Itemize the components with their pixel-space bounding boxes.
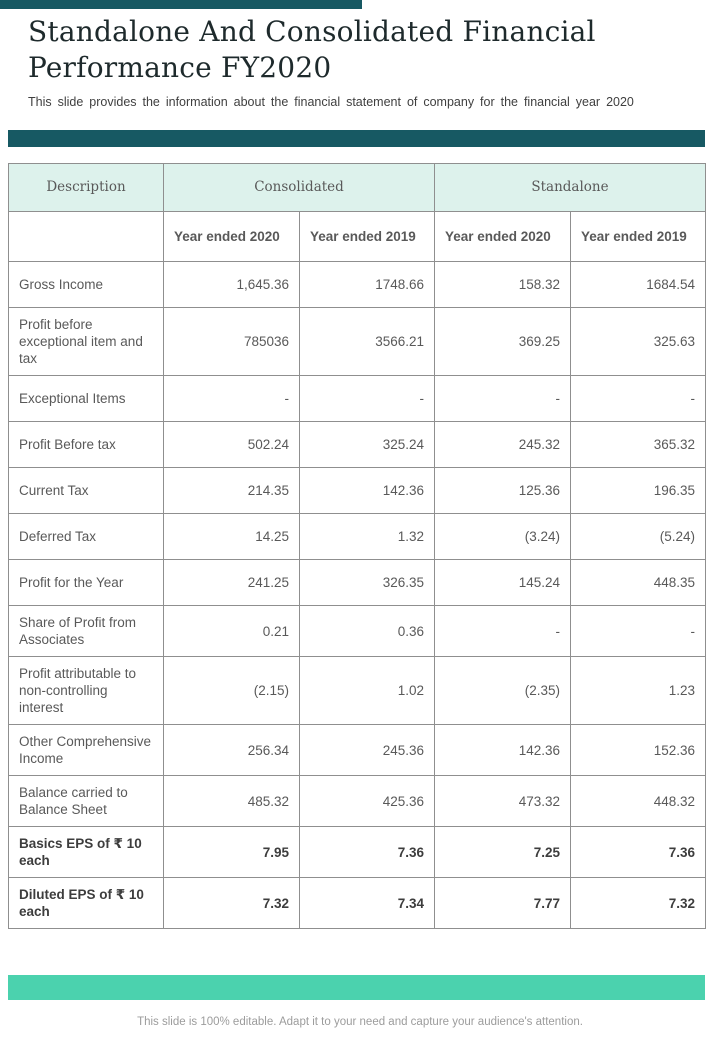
value-cell: 0.21 (164, 606, 300, 657)
table-row (9, 606, 706, 657)
sub-header-consolidated-2019: Year ended 2019 (300, 212, 435, 262)
empty-cell (9, 212, 164, 262)
table-row (9, 422, 706, 468)
row-label: Exceptional Items (9, 376, 164, 422)
row-label: Diluted EPS of ₹ 10 each (9, 878, 164, 929)
value-cell: 473.32 (435, 776, 571, 827)
value-cell: 448.35 (571, 560, 706, 606)
value-cell: 502.24 (164, 422, 300, 468)
value-cell: - (435, 376, 571, 422)
group-header-row (9, 164, 706, 212)
value-cell: 14.25 (164, 514, 300, 560)
table-row (9, 560, 706, 606)
row-label: Basics EPS of ₹ 10 each (9, 827, 164, 878)
row-label: Current Tax (9, 468, 164, 514)
value-cell: 125.36 (435, 468, 571, 514)
value-cell: 256.34 (164, 725, 300, 776)
top-accent-bar (0, 0, 362, 9)
value-cell: 1.32 (300, 514, 435, 560)
col-header-standalone: Standalone (435, 164, 706, 212)
divider-bar (8, 130, 705, 147)
row-label: Profit Before tax (9, 422, 164, 468)
value-cell: - (571, 376, 706, 422)
value-cell: 1.02 (300, 657, 435, 725)
footer-note: This slide is 100% editable. Adapt it to your need and capture your audience's attention. (137, 1016, 583, 1028)
value-cell: 369.25 (435, 308, 571, 376)
value-cell: 365.32 (571, 422, 706, 468)
value-cell: - (571, 606, 706, 657)
value-cell: 485.32 (164, 776, 300, 827)
sub-header-standalone-2020: Year ended 2020 (435, 212, 571, 262)
value-cell: - (164, 376, 300, 422)
value-cell: (2.15) (164, 657, 300, 725)
sub-header-consolidated-2020: Year ended 2020 (164, 212, 300, 262)
value-cell: 7.32 (164, 878, 300, 929)
row-label: Deferred Tax (9, 514, 164, 560)
col-header-description: Description (9, 164, 164, 212)
value-cell: 7.95 (164, 827, 300, 878)
value-cell: 448.32 (571, 776, 706, 827)
table-row (9, 776, 706, 827)
row-label: Gross Income (9, 262, 164, 308)
row-label: Profit before exceptional item and tax (9, 308, 164, 376)
value-cell: 326.35 (300, 560, 435, 606)
value-cell: 1,645.36 (164, 262, 300, 308)
value-cell: 7.36 (571, 827, 706, 878)
value-cell: 245.36 (300, 725, 435, 776)
value-cell: (5.24) (571, 514, 706, 560)
value-cell: 3566.21 (300, 308, 435, 376)
value-cell: 7.25 (435, 827, 571, 878)
table-row (9, 827, 706, 878)
value-cell: 7.32 (571, 878, 706, 929)
table-row (9, 376, 706, 422)
value-cell: 241.25 (164, 560, 300, 606)
value-cell: (2.35) (435, 657, 571, 725)
table-row (9, 308, 706, 376)
value-cell: 325.24 (300, 422, 435, 468)
value-cell: 785036 (164, 308, 300, 376)
value-cell: - (300, 376, 435, 422)
value-cell: 142.36 (435, 725, 571, 776)
value-cell: 1.23 (571, 657, 706, 725)
value-cell: 7.34 (300, 878, 435, 929)
value-cell: 425.36 (300, 776, 435, 827)
row-label: Profit attributable to non-controlling interest (9, 657, 164, 725)
value-cell: 1684.54 (571, 262, 706, 308)
slide-header (28, 14, 704, 109)
value-cell: (3.24) (435, 514, 571, 560)
table-row (9, 262, 706, 308)
page-title: Standalone And Consolidated Financial Performance FY2020 (28, 15, 596, 84)
value-cell: 325.63 (571, 308, 706, 376)
value-cell: 142.36 (300, 468, 435, 514)
value-cell: 196.35 (571, 468, 706, 514)
table-row (9, 725, 706, 776)
value-cell: 1748.66 (300, 262, 435, 308)
value-cell: 245.32 (435, 422, 571, 468)
bottom-accent-bar (8, 975, 705, 1000)
table-row (9, 657, 706, 725)
row-label: Other Comprehensive Income (9, 725, 164, 776)
sub-header-standalone-2019: Year ended 2019 (571, 212, 706, 262)
table-row (9, 878, 706, 929)
value-cell: 7.77 (435, 878, 571, 929)
table-row (9, 514, 706, 560)
value-cell: 214.35 (164, 468, 300, 514)
row-label: Balance carried to Balance Sheet (9, 776, 164, 827)
value-cell: 145.24 (435, 560, 571, 606)
row-label: Share of Profit from Associates (9, 606, 164, 657)
row-label: Profit for the Year (9, 560, 164, 606)
page-subtitle: This slide provides the information about the financial statement of company for the financial year 2020 (28, 95, 634, 110)
table-row (9, 468, 706, 514)
financial-table (8, 163, 706, 929)
value-cell: - (435, 606, 571, 657)
value-cell: 7.36 (300, 827, 435, 878)
value-cell: 0.36 (300, 606, 435, 657)
value-cell: 158.32 (435, 262, 571, 308)
sub-header-row (9, 212, 706, 262)
col-header-consolidated: Consolidated (164, 164, 435, 212)
value-cell: 152.36 (571, 725, 706, 776)
